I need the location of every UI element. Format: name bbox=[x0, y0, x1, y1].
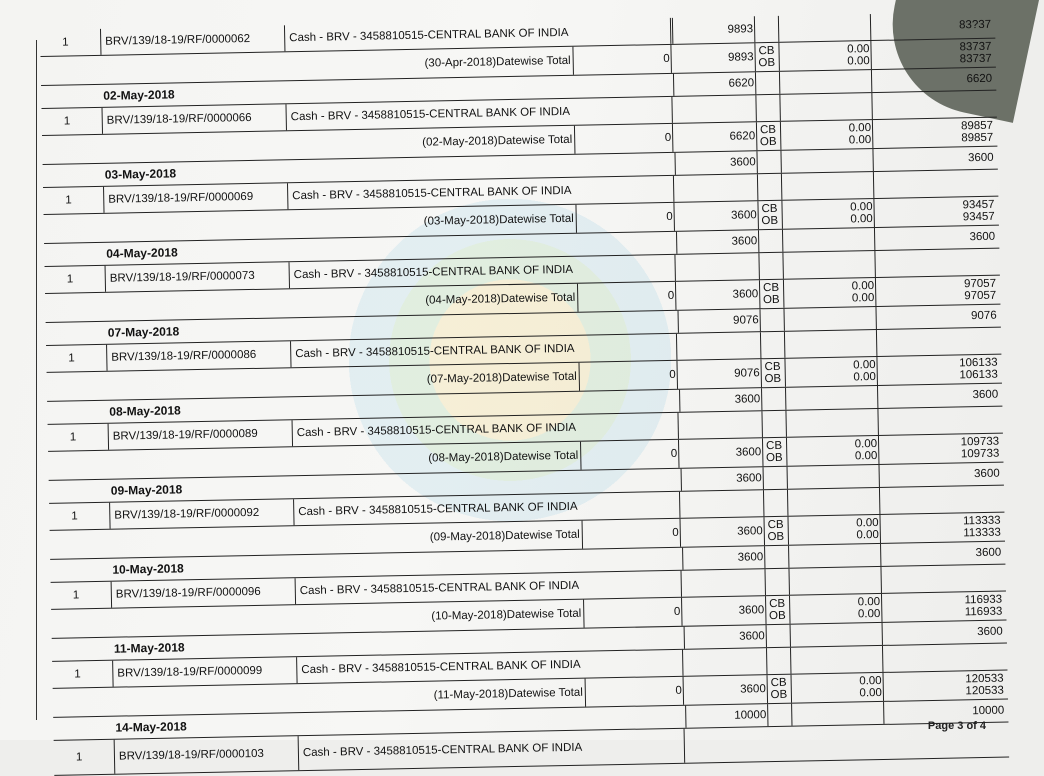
datewise-total-label: (30-Apr-2018)Datewise Total bbox=[424, 54, 571, 70]
cb-balance: 120533 bbox=[965, 672, 1004, 686]
serial-number: 1 bbox=[75, 751, 83, 764]
ob-balance: 83737 bbox=[959, 52, 992, 66]
ob-label: OB bbox=[767, 530, 785, 544]
total-amount: 9893 bbox=[670, 43, 758, 73]
header-balance: 3600 bbox=[879, 463, 1004, 487]
date-heading: 02-May-2018 bbox=[103, 87, 175, 103]
ob-balance: 116933 bbox=[964, 605, 1003, 619]
ledger-table bbox=[40, 12, 1009, 776]
account-name: Cash - BRV - 3458810515-CENTRAL BANK OF INDIA bbox=[298, 731, 583, 770]
header-amount: 10000 bbox=[685, 704, 770, 728]
ob-value: 0.00 bbox=[856, 528, 879, 542]
total-amount: 3600 bbox=[673, 201, 761, 231]
serial-number: 1 bbox=[62, 36, 69, 49]
datewise-total-label: (10-May-2018)Datewise Total bbox=[431, 607, 582, 623]
datewise-total-label: (04-May-2018)Datewise Total bbox=[425, 291, 576, 307]
cb-label: CB bbox=[769, 597, 786, 611]
ob-balance: 106133 bbox=[959, 368, 998, 382]
cb-label: CB bbox=[758, 44, 775, 58]
header-balance: 3600 bbox=[880, 542, 1005, 566]
voucher-number: BRV/139/18-19/RF/0000069 bbox=[103, 184, 253, 213]
ob-value: 0.00 bbox=[853, 371, 876, 384]
serial-number: 1 bbox=[69, 431, 77, 444]
header-amount: 3600 bbox=[681, 467, 766, 491]
serial-number: 1 bbox=[72, 589, 80, 602]
date-heading: 11-May-2018 bbox=[113, 640, 185, 656]
total-amount: 9076 bbox=[676, 359, 764, 389]
header-balance: 9076 bbox=[875, 305, 1000, 329]
cb-value: 0.00 bbox=[857, 595, 881, 609]
ob-value: 0.00 bbox=[847, 55, 870, 68]
serial-number: 1 bbox=[66, 273, 74, 286]
datewise-total-label: (11-May-2018)Datewise Total bbox=[433, 686, 583, 702]
datewise-total-label: (08-May-2018)Datewise Total bbox=[428, 449, 579, 465]
header-balance: 3600 bbox=[877, 384, 1002, 408]
account-name: Cash - BRV - 3458810515-CENTRAL BANK OF INDIA bbox=[290, 336, 575, 367]
header-balance: 3600 bbox=[882, 621, 1007, 645]
ob-label: OB bbox=[768, 609, 786, 623]
cb-label: CB bbox=[762, 281, 780, 295]
voucher-number: BRV/139/18-19/RF/0000099 bbox=[112, 658, 262, 687]
cb-label: CB bbox=[767, 518, 784, 532]
account-name: Cash - BRV - 3458810515-CENTRAL BANK OF INDIA bbox=[284, 20, 569, 51]
zero-value: 0 bbox=[575, 203, 677, 233]
header-amount: 3600 bbox=[684, 625, 769, 649]
account-name: Cash - BRV - 3458810515-CENTRAL BANK OF INDIA bbox=[295, 573, 580, 604]
zero-value: 0 bbox=[572, 45, 674, 75]
cb-label: CB bbox=[761, 202, 778, 216]
cb-value: 0.00 bbox=[851, 280, 875, 293]
date-heading: 04-May-2018 bbox=[106, 245, 178, 261]
cb-balance: 89857 bbox=[960, 119, 994, 133]
total-amount: 3600 bbox=[678, 438, 766, 468]
voucher-number: BRV/139/18-19/RF/0000089 bbox=[108, 421, 258, 450]
header-amount: 3600 bbox=[676, 230, 761, 254]
total-amount: 3600 bbox=[680, 517, 768, 547]
date-heading: 07-May-2018 bbox=[107, 324, 180, 340]
datewise-total-label: (03-May-2018)Datewise Total bbox=[423, 212, 574, 228]
datewise-total-label: (07-May-2018)Datewise Total bbox=[426, 370, 577, 386]
datewise-total-label: (09-May-2018)Datewise Total bbox=[429, 528, 580, 544]
ob-balance: 89857 bbox=[961, 131, 994, 145]
cb-label: CB bbox=[766, 439, 783, 453]
zero-value: 0 bbox=[582, 519, 684, 549]
header-balance: 6620 bbox=[871, 68, 996, 92]
total-amount: 3600 bbox=[683, 675, 771, 705]
voucher-number: BRV/139/18-19/RF/0000066 bbox=[102, 105, 252, 134]
ob-label: OB bbox=[759, 135, 777, 149]
account-name: Cash - BRV - 3458810515-CENTRAL BANK OF INDIA bbox=[285, 99, 570, 130]
cb-value: 0.00 bbox=[856, 516, 879, 530]
cb-value: 0.00 bbox=[859, 674, 882, 688]
header-amount: 3600 bbox=[679, 388, 764, 412]
ob-label: OB bbox=[764, 372, 782, 386]
serial-number: 1 bbox=[65, 194, 72, 207]
ob-value: 0.00 bbox=[854, 450, 878, 463]
cb-value: 0.00 bbox=[847, 43, 870, 56]
ob-value: 0.00 bbox=[851, 292, 875, 305]
header-balance: 10000 bbox=[883, 700, 1008, 724]
header-balance: 3600 bbox=[872, 147, 997, 171]
ob-label: OB bbox=[758, 56, 776, 70]
voucher-number: BRV/139/18-19/RF/0000096 bbox=[111, 579, 261, 608]
total-amount: 3600 bbox=[681, 596, 769, 626]
zero-value: 0 bbox=[580, 440, 682, 470]
zero-value: 0 bbox=[577, 282, 679, 312]
ob-value: 0.00 bbox=[857, 607, 881, 621]
voucher-number: BRV/139/18-19/RF/0000103 bbox=[114, 737, 265, 774]
account-name: Cash - BRV - 3458810515-CENTRAL BANK OF INDIA bbox=[289, 257, 574, 288]
account-name: Cash - BRV - 3458810515-CENTRAL BANK OF INDIA bbox=[293, 494, 578, 525]
cb-label: CB bbox=[770, 676, 787, 690]
total-amount: 6620 bbox=[672, 122, 760, 152]
header-amount: 3600 bbox=[682, 546, 767, 570]
account-name: Cash - BRV - 3458810515-CENTRAL BANK OF INDIA bbox=[292, 415, 577, 446]
ob-value: 0.00 bbox=[850, 213, 873, 226]
header-amount: 3600 bbox=[674, 151, 759, 175]
zero-value: 0 bbox=[574, 124, 676, 154]
cb-balance: 113333 bbox=[962, 514, 1001, 528]
ob-value: 0.00 bbox=[848, 134, 872, 147]
ob-balance: 109733 bbox=[960, 447, 1000, 461]
date-heading: 10-May-2018 bbox=[112, 561, 184, 577]
voucher-number: BRV/139/18-19/RF/0000092 bbox=[109, 500, 259, 529]
datewise-total-label: (02-May-2018)Datewise Total bbox=[422, 133, 573, 149]
date-heading: 03-May-2018 bbox=[104, 166, 177, 182]
margin-line bbox=[36, 40, 37, 720]
cb-balance: 116933 bbox=[964, 593, 1003, 607]
date-heading: 09-May-2018 bbox=[110, 482, 183, 498]
voucher-number: BRV/139/18-19/RF/0000062 bbox=[100, 26, 250, 55]
cb-value: 0.00 bbox=[848, 122, 872, 135]
date-heading: 08-May-2018 bbox=[109, 403, 181, 419]
ob-balance: 113333 bbox=[963, 526, 1001, 540]
cb-label: CB bbox=[764, 360, 781, 374]
amount: 9893 bbox=[672, 16, 757, 44]
cb-value: 0.00 bbox=[854, 438, 878, 451]
account-name: Cash - BRV - 3458810515-CENTRAL BANK OF INDIA bbox=[296, 652, 581, 683]
serial-number: 1 bbox=[68, 352, 75, 365]
cb-value: 0.00 bbox=[850, 201, 873, 214]
voucher-number: BRV/139/18-19/RF/0000073 bbox=[105, 263, 255, 292]
ob-balance: 120533 bbox=[965, 684, 1004, 698]
voucher-number: BRV/139/18-19/RF/0000086 bbox=[106, 342, 256, 371]
ob-label: OB bbox=[762, 293, 780, 307]
ob-label: OB bbox=[761, 214, 779, 228]
ob-value: 0.00 bbox=[859, 686, 882, 700]
header-amount: 6620 bbox=[673, 72, 758, 96]
cb-label: CB bbox=[759, 123, 777, 137]
balance: 83?37 bbox=[870, 12, 995, 40]
serial-number: 1 bbox=[63, 115, 71, 128]
zero-value: 0 bbox=[585, 677, 687, 707]
date-heading: 14-May-2018 bbox=[115, 719, 187, 735]
zero-value: 0 bbox=[583, 598, 685, 628]
account-name: Cash - BRV - 3458810515-CENTRAL BANK OF INDIA bbox=[287, 178, 572, 209]
ob-balance: 93457 bbox=[962, 210, 995, 224]
cb-value: 0.00 bbox=[853, 359, 876, 372]
header-amount: 9076 bbox=[678, 309, 763, 333]
page-number: Page 3 of 4 bbox=[927, 720, 986, 732]
cb-balance: 97057 bbox=[963, 277, 997, 291]
cb-balance: 106133 bbox=[959, 356, 998, 370]
zero-value: 0 bbox=[578, 361, 680, 391]
ob-balance: 97057 bbox=[964, 289, 997, 303]
serial-number: 1 bbox=[71, 510, 78, 523]
ob-label: OB bbox=[770, 688, 788, 702]
serial-number: 1 bbox=[74, 668, 81, 681]
header-balance: 3600 bbox=[874, 226, 999, 250]
total-amount: 3600 bbox=[675, 280, 763, 310]
ob-label: OB bbox=[765, 451, 783, 465]
cb-balance: 109733 bbox=[960, 435, 1000, 449]
cb-balance: 83737 bbox=[959, 40, 992, 54]
cb-balance: 93457 bbox=[962, 198, 995, 212]
